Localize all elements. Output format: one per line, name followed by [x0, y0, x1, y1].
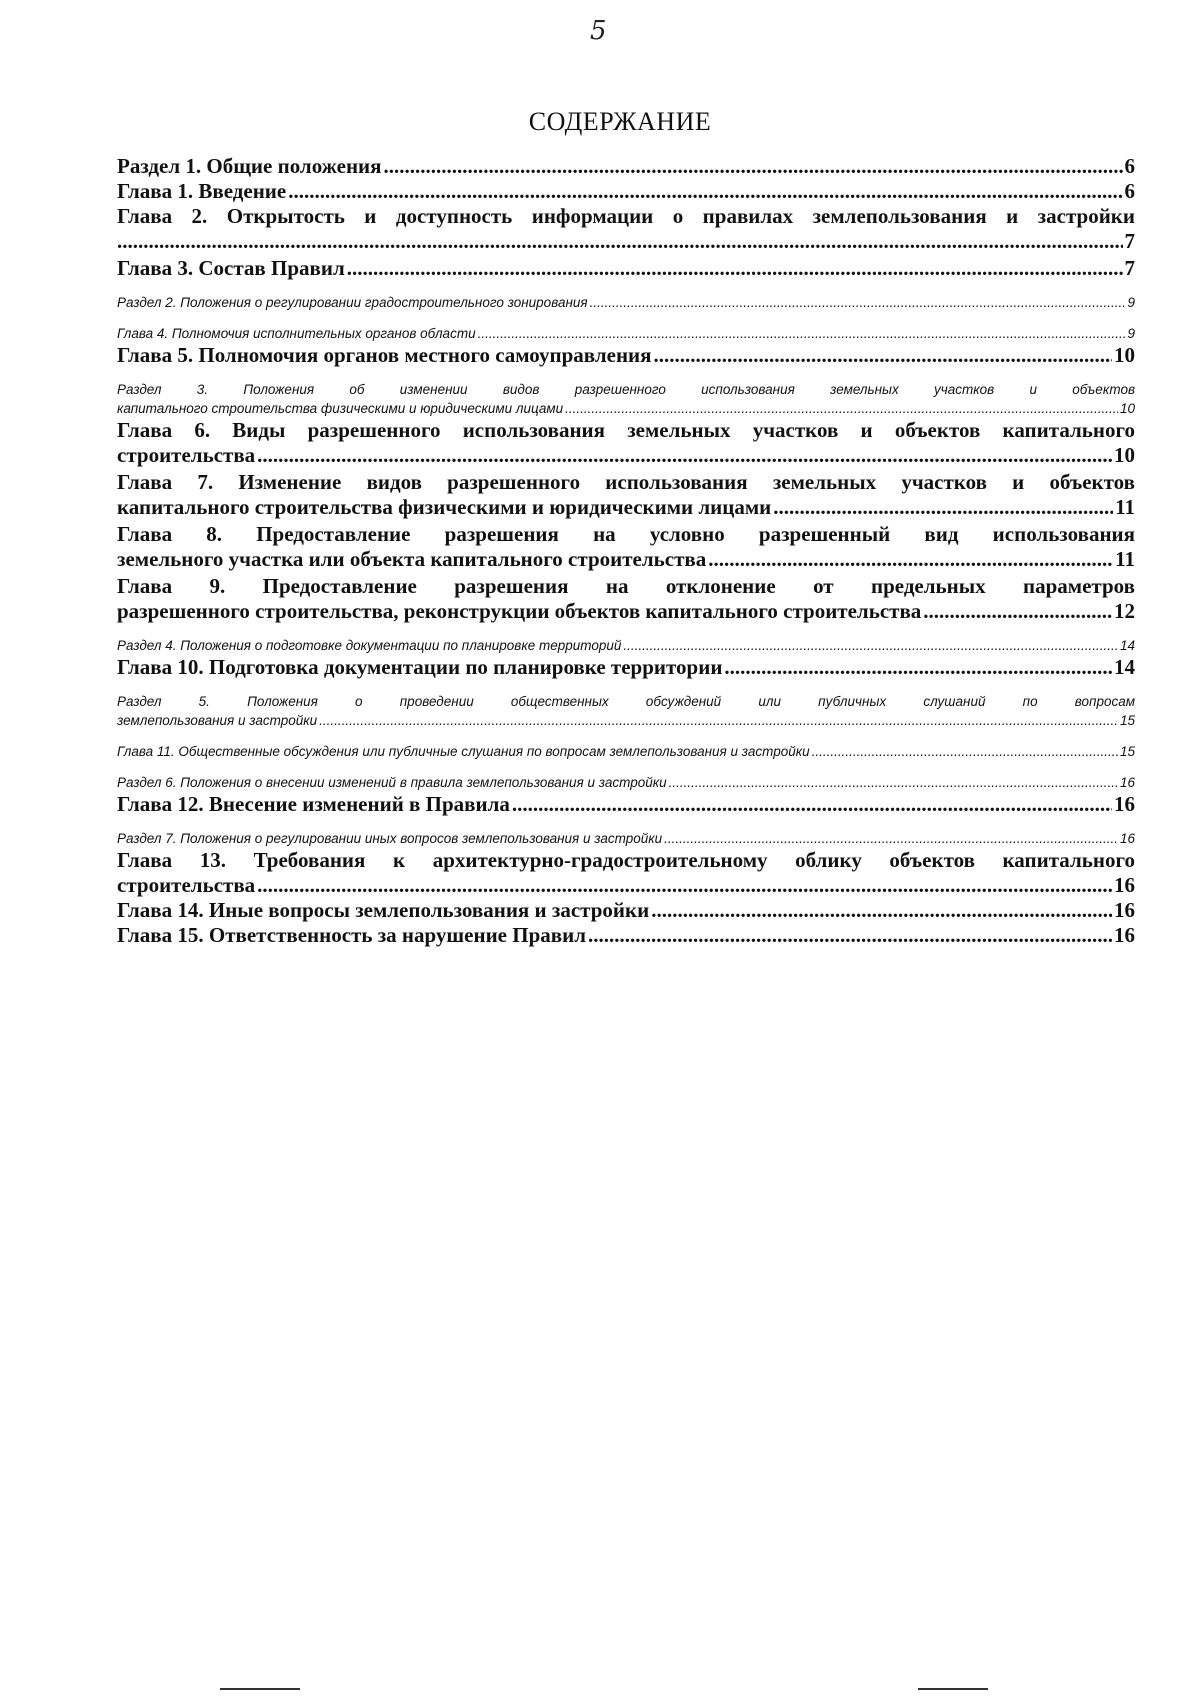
toc-entry-page: 14 — [1119, 638, 1135, 653]
toc-entry-page: 9 — [1127, 326, 1135, 341]
toc-entry-text: Раздел 1. Общие положения — [117, 154, 382, 178]
toc-entry-page: 16 — [1114, 898, 1135, 922]
toc-entry-section-1[interactable] — [117, 154, 1135, 179]
toc-leader-dots — [623, 636, 1118, 655]
toc-entry-text: Раздел 5. Положения о проведении общественных обсуждений или публичных слушаний по вопросам — [117, 694, 1135, 709]
toc-entry-page: 10 — [1114, 343, 1135, 367]
toc-leader-dots — [565, 399, 1118, 418]
toc-entry-text: Глава 14. Иные вопросы землепользования и застройки — [117, 898, 650, 922]
toc-entry-page: 11 — [1115, 495, 1135, 519]
toc-entry-text-continued: капитального строительства физическими и юридическими лицами — [117, 401, 564, 416]
toc-entry-chapter-7[interactable] — [117, 470, 1135, 520]
toc-entry-text: Глава 7. Изменение видов разрешенного использования земельных участков и объектов — [117, 470, 1135, 494]
toc-entry-text: Глава 15. Ответственность за нарушение Правил — [117, 923, 586, 947]
toc-entry-chapter-2[interactable] — [117, 204, 1135, 254]
handwritten-page-number: 5 — [590, 16, 607, 46]
toc-entry-text: Глава 3. Состав Правил — [117, 256, 345, 280]
toc-leader-dots — [588, 923, 1112, 948]
toc-entry-text-continued: землепользования и застройки — [117, 713, 318, 728]
toc-entry-section-6[interactable] — [117, 773, 1135, 792]
toc-leader-dots — [590, 293, 1126, 312]
toc-entry-page: 16 — [1114, 792, 1135, 816]
toc-entry-chapter-5[interactable] — [117, 343, 1135, 368]
toc-entry-chapter-14[interactable] — [117, 898, 1135, 923]
toc-entry-text-continued: строительства — [117, 443, 256, 467]
toc-entry-text: Глава 12. Внесение изменений в Правила — [117, 792, 510, 816]
toc-entry-page: 6 — [1124, 154, 1135, 178]
toc-entry-page: 12 — [1114, 599, 1135, 623]
toc-entry-text: Раздел 3. Положения об изменении видов разрешенного использования земельных участков и объектов — [117, 382, 1135, 397]
toc-entry-chapter-4[interactable] — [117, 324, 1135, 343]
toc-entry-text: Глава 1. Введение — [117, 179, 287, 203]
toc-entry-page: 16 — [1114, 923, 1135, 947]
toc-entry-text: Глава 13. Требования к архитектурно-градостроительному облику объектов капитального — [117, 848, 1135, 872]
toc-entry-text-continued: земельного участка или объекта капитального строительства — [117, 547, 707, 571]
toc-leader-dots — [812, 742, 1118, 761]
toc-title: СОДЕРЖАНИЕ — [528, 107, 712, 136]
toc-entry-chapter-12[interactable] — [117, 792, 1135, 817]
toc-entry-page: 15 — [1119, 713, 1135, 728]
toc-entry-page: 7 — [1124, 229, 1135, 253]
toc-entry-chapter-6[interactable] — [117, 418, 1135, 468]
toc-entry-page: 16 — [1114, 873, 1135, 897]
toc-entry-page: 15 — [1119, 744, 1135, 759]
toc-entry-page: 10 — [1114, 443, 1135, 467]
toc-leader-dots — [347, 256, 1123, 281]
toc-entry-text: Глава 11. Общественные обсуждения или публичные слушания по вопросам землепользования и застройки — [117, 744, 810, 759]
toc-entry-page: 16 — [1119, 831, 1135, 846]
toc-entry-section-7[interactable] — [117, 829, 1135, 848]
toc-entry-chapter-1[interactable] — [117, 179, 1135, 204]
toc-entry-text: Глава 9. Предоставление разрешения на отклонение от предельных параметров — [117, 574, 1135, 598]
toc-entry-text: Глава 10. Подготовка документации по планировке территории — [117, 655, 723, 679]
toc-entry-page: 11 — [1115, 547, 1135, 571]
toc-entry-text: Глава 2. Открытость и доступность информации о правилах землепользования и застройки — [117, 204, 1135, 228]
toc-leader-dots — [257, 443, 1112, 468]
toc-leader-dots — [664, 829, 1118, 848]
toc-entry-text: Глава 5. Полномочия органов местного самоуправления — [117, 343, 652, 367]
toc-entry-section-4[interactable] — [117, 636, 1135, 655]
toc-leader-dots — [384, 154, 1123, 179]
toc-entry-chapter-8[interactable] — [117, 522, 1135, 572]
toc-leader-dots — [288, 179, 1122, 204]
toc-entry-text: Раздел 7. Положения о регулировании иных вопросов землепользования и застройки — [117, 831, 663, 846]
toc-entry-page: 7 — [1124, 256, 1135, 280]
toc-leader-dots — [319, 711, 1118, 730]
toc-entry-section-3[interactable] — [117, 380, 1135, 418]
toc-entry-chapter-13[interactable] — [117, 848, 1135, 898]
scan-mark-right — [918, 1688, 988, 1690]
toc-entry-text-continued: строительства — [117, 873, 256, 897]
toc-entry-section-5[interactable] — [117, 692, 1135, 730]
toc-leader-dots — [773, 495, 1113, 520]
toc-leader-dots — [651, 898, 1112, 923]
toc-entry-chapter-11[interactable] — [117, 742, 1135, 761]
toc-entry-page: 10 — [1119, 401, 1135, 416]
table-of-contents — [117, 154, 1135, 948]
toc-leader-dots — [724, 655, 1112, 680]
toc-entry-text-continued: капитального строительства физическими и юридическими лицами — [117, 495, 772, 519]
toc-leader-dots — [669, 773, 1118, 792]
toc-leader-dots — [478, 324, 1126, 343]
toc-entry-page: 14 — [1114, 655, 1135, 679]
toc-leader-dots — [654, 343, 1112, 368]
scan-mark-left — [220, 1688, 300, 1690]
toc-leader-dots — [923, 599, 1112, 624]
toc-leader-dots — [512, 792, 1112, 817]
toc-entry-page: 9 — [1127, 295, 1135, 310]
toc-entry-chapter-9[interactable] — [117, 574, 1135, 624]
toc-entry-text: Глава 6. Виды разрешенного использования земельных участков и объектов капитального — [117, 418, 1135, 442]
toc-entry-chapter-10[interactable] — [117, 655, 1135, 680]
toc-leader-dots — [708, 547, 1113, 572]
toc-entry-text: Глава 4. Полномочия исполнительных органов области — [117, 326, 476, 341]
toc-leader-dots — [257, 873, 1112, 898]
toc-entry-text: Глава 8. Предоставление разрешения на условно разрешенный вид использования — [117, 522, 1135, 546]
toc-entry-page: 6 — [1124, 179, 1135, 203]
toc-entry-text-continued: разрешенного строительства, реконструкции объектов капитального строительства — [117, 599, 922, 623]
toc-entry-page: 16 — [1119, 775, 1135, 790]
toc-entry-text: Раздел 6. Положения о внесении изменений в правила землепользования и застройки — [117, 775, 667, 790]
toc-leader-dots — [117, 229, 1123, 254]
toc-entry-chapter-15[interactable] — [117, 923, 1135, 948]
toc-entry-text: Раздел 2. Положения о регулировании градостроительного зонирования — [117, 295, 588, 310]
toc-entry-chapter-3[interactable] — [117, 256, 1135, 281]
toc-entry-text: Раздел 4. Положения о подготовке документации по планировке территорий — [117, 638, 622, 653]
toc-entry-section-2[interactable] — [117, 293, 1135, 312]
